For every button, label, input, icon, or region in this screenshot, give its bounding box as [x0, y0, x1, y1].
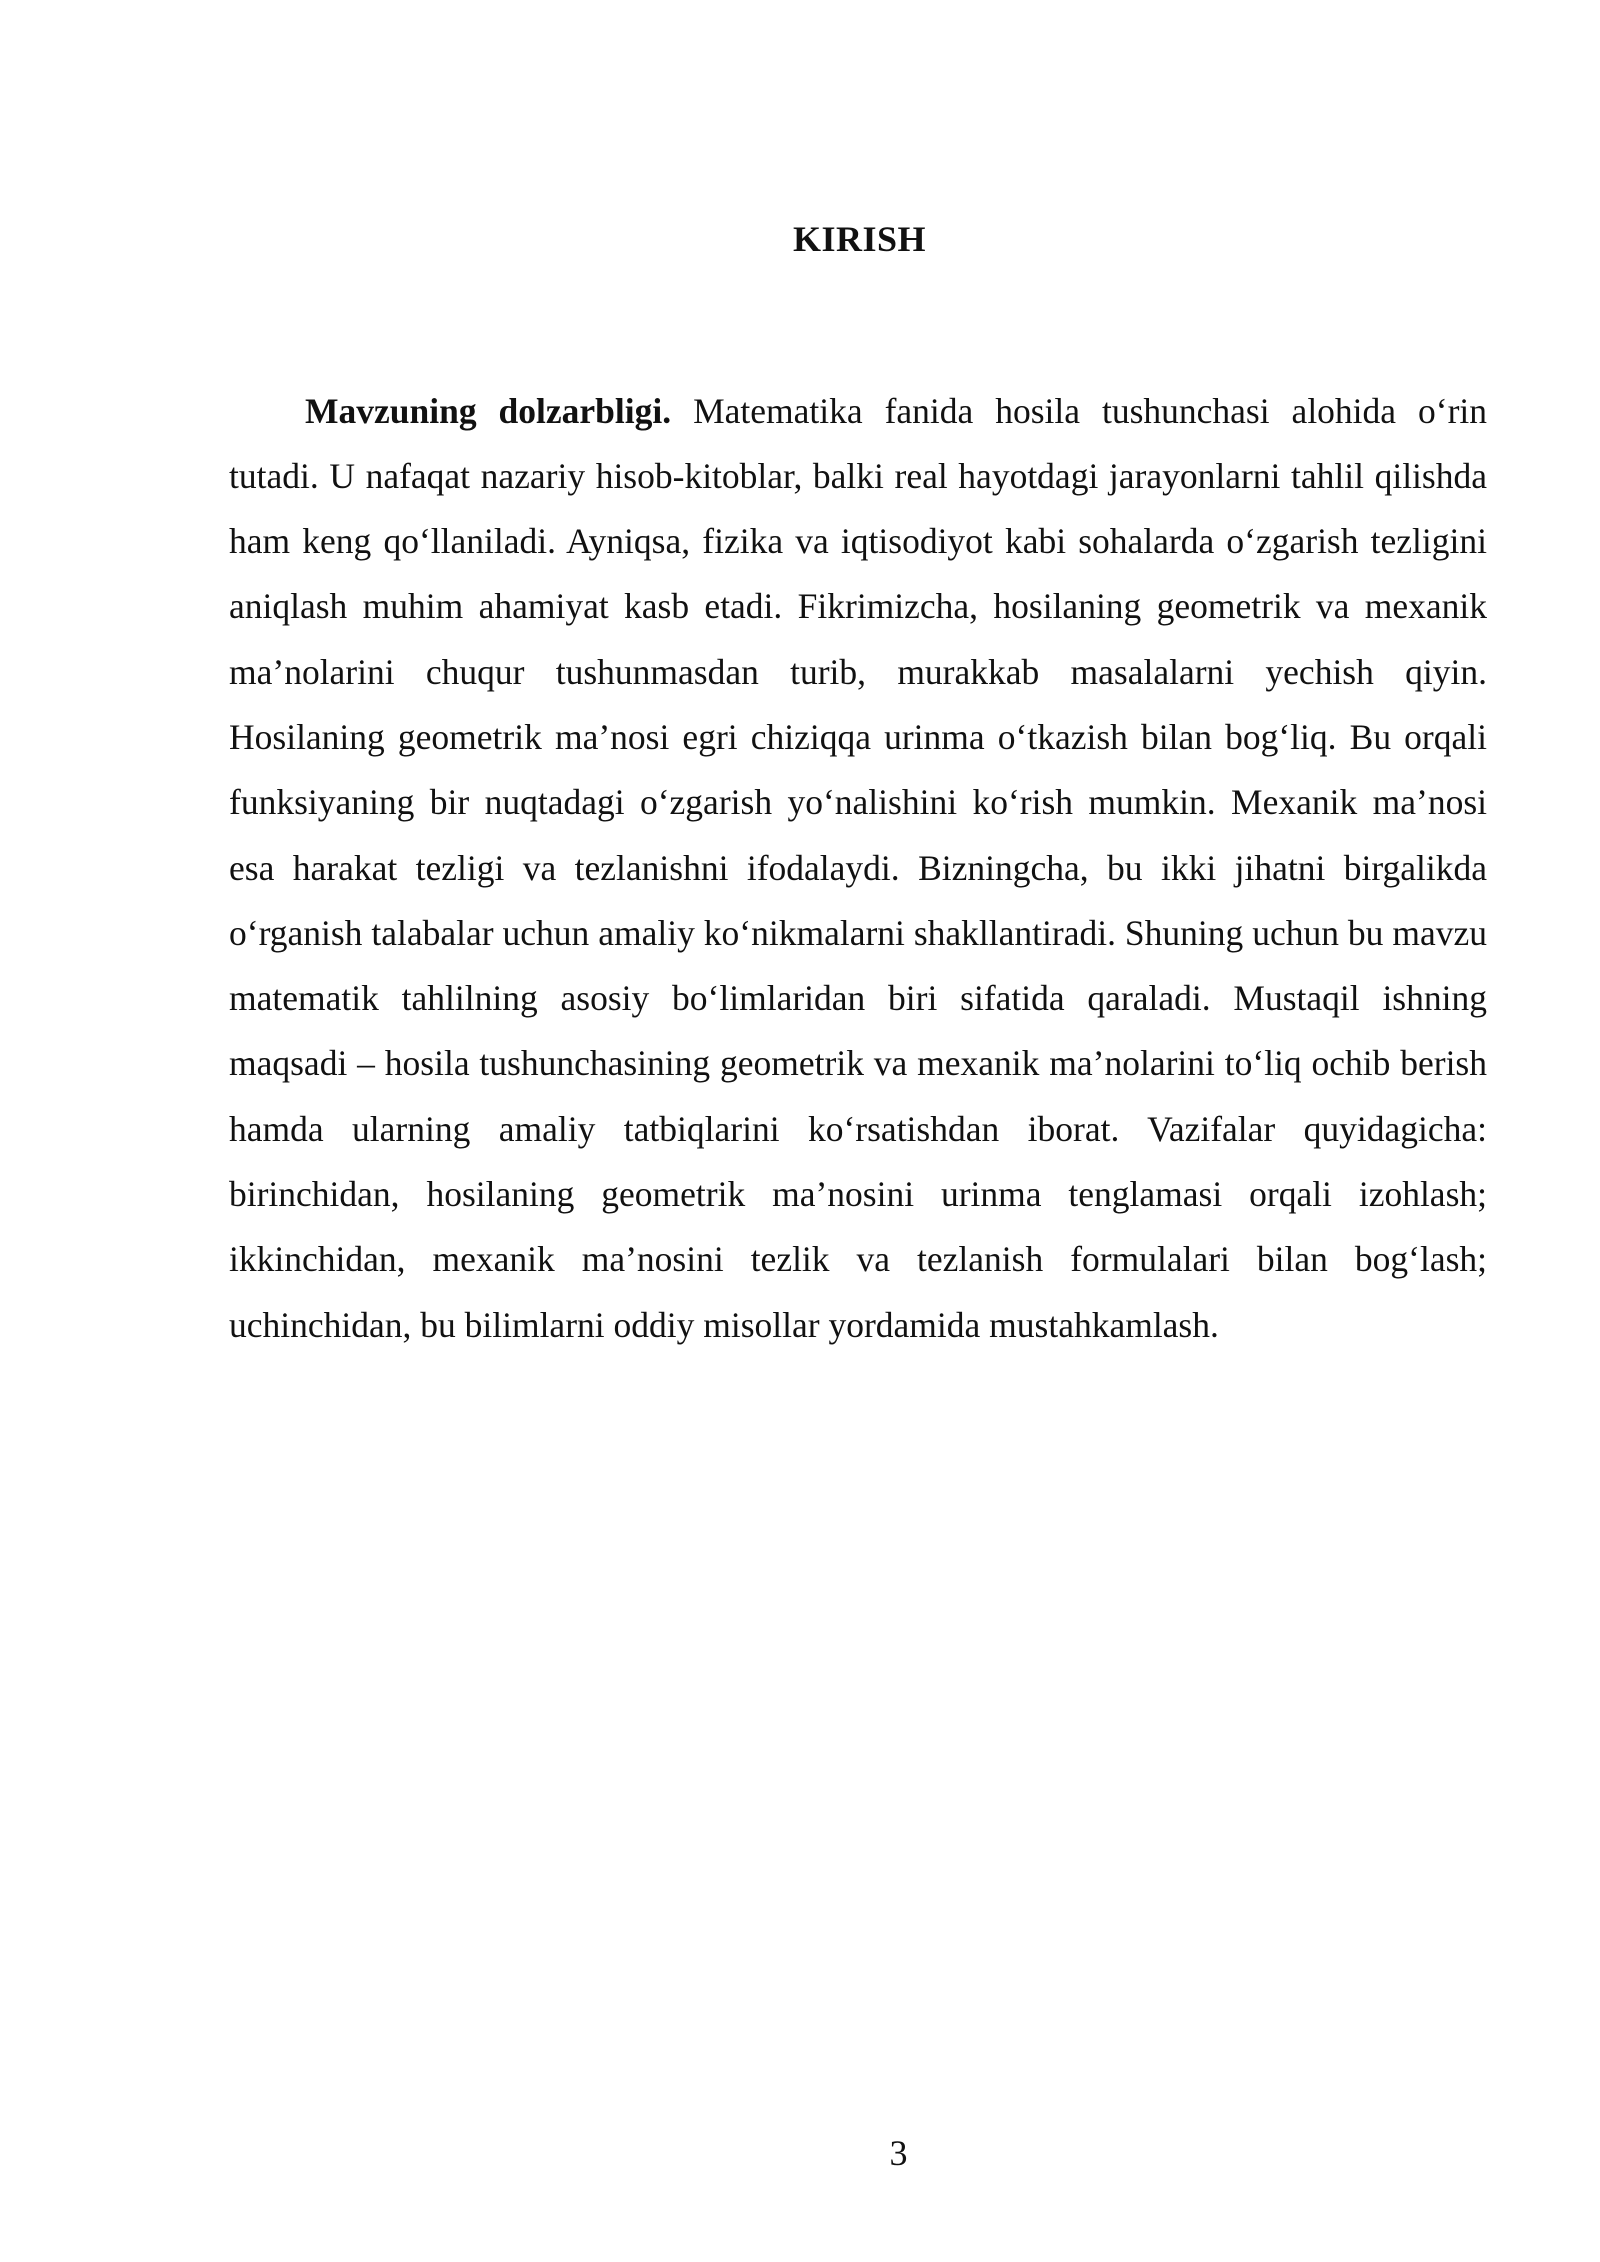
intro-paragraph: [229, 379, 1487, 1358]
paragraph-text: Matematika fanida hosila tushunchasi alohida o‘rin tutadi. U nafaqat nazariy hisob-kitoblar, balki real hayotdagi jarayonlarni tahlil qilishda ham keng qo‘llaniladi. Ayniqsa, fizika va iqtisodiyot kabi sohalarda o‘zgarish tezligini aniqlash muhim ahamiyat kasb etadi. Fikrimizcha, hosilaning geometrik va mexanik ma’nolarini chuqur tushunmasdan turib, murakkab masalalarni yechish qiyin. Hosilaning geometrik ma’nosi egri chiziqqa urinma o‘tkazish bilan bog‘liq. Bu orqali funksiyaning bir nuqtadagi o‘zgarish yo‘nalishini ko‘rish mumkin. Mexanik ma’nosi esa harakat tezligi va tezlanishni ifodalaydi. Bizningcha, bu ikki jihatni birgalikda o‘rganish talabalar uchun amaliy ko‘nikmalarni shakllantiradi. Shuning uchun bu mavzu matematik tahlilning asosiy bo‘limlaridan biri sifatida qaraladi. Mustaqil ishning maqsadi – hosila tushunchasining geometrik va mexanik ma’nolarini to‘liq ochib berish hamda ularning amaliy tatbiqlarini ko‘rsatishdan iborat. Vazifalar quyidagicha: birinchidan, hosilaning geometrik ma’nosini urinma tenglamasi orqali izohlash; ikkinchidan, mexanik ma’nosini tezlik va tezlanish formulalari bilan bog‘lash; uchinchidan, bu bilimlarni oddiy misollar yordamida mustahkamlash.: [229, 390, 1488, 1345]
page-number: 3: [889, 2133, 908, 2173]
paragraph-lead: Mavzuning dolzarbligi.: [305, 390, 672, 431]
section-heading: KIRISH: [792, 219, 927, 259]
